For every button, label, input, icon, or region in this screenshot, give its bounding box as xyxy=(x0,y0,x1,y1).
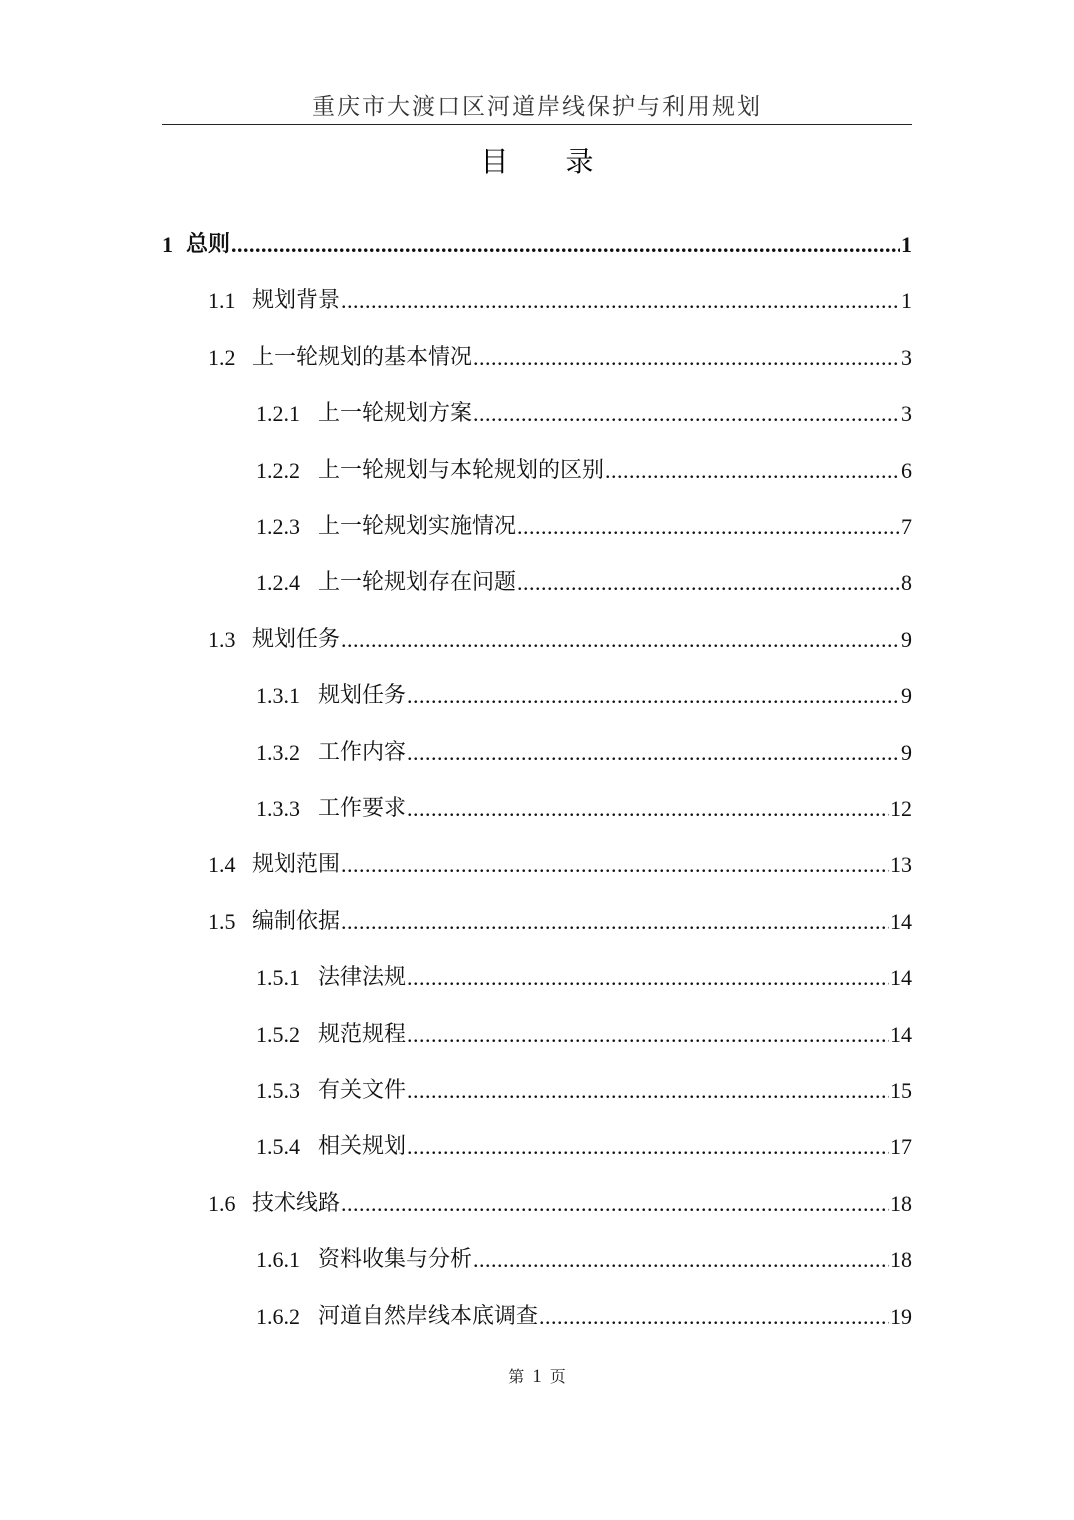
toc-entry[interactable] xyxy=(256,734,912,768)
toc-entry-label: 上一轮规划实施情况 xyxy=(318,514,517,539)
toc-entry-label: 技术线路 xyxy=(252,1191,341,1216)
toc-entry[interactable] xyxy=(208,621,912,655)
toc-title: 目 录 xyxy=(480,145,618,178)
toc-entry-number: 1 xyxy=(162,232,173,257)
toc-dot-leader xyxy=(341,286,900,316)
toc-entry-number: 1.6.2 xyxy=(256,1304,300,1329)
toc-entry-label: 规划任务 xyxy=(252,627,341,652)
toc-entry-number: 1.1 xyxy=(208,288,236,313)
toc-entry[interactable] xyxy=(208,846,912,880)
toc-entry-number: 1.2 xyxy=(208,345,236,370)
toc-dot-leader xyxy=(407,963,889,993)
toc-dot-leader xyxy=(517,568,900,598)
toc-entry[interactable] xyxy=(208,282,912,316)
toc-entry-page: 1 xyxy=(901,232,912,257)
toc-entry[interactable] xyxy=(162,226,912,260)
toc-dot-leader xyxy=(407,1076,889,1106)
toc-entry[interactable] xyxy=(256,1072,912,1106)
toc-entry[interactable] xyxy=(256,1241,912,1275)
toc-dot-leader xyxy=(407,1020,889,1050)
toc-entry-page: 3 xyxy=(901,401,912,426)
toc-entry-page: 18 xyxy=(890,1247,912,1272)
toc-entry-page: 9 xyxy=(901,740,912,765)
toc-entry-page: 19 xyxy=(890,1304,912,1329)
toc-entry-page: 9 xyxy=(901,683,912,708)
toc-entry-page: 17 xyxy=(890,1134,912,1159)
toc-entry-page: 14 xyxy=(890,909,912,934)
toc-dot-leader xyxy=(473,343,900,373)
toc-dot-leader xyxy=(407,681,900,711)
toc-entry-number: 1.5.2 xyxy=(256,1022,300,1047)
toc-dot-leader xyxy=(341,1189,889,1219)
toc-dot-leader xyxy=(407,794,889,824)
toc-entry[interactable] xyxy=(208,339,912,373)
toc-entry[interactable] xyxy=(256,677,912,711)
toc-entry-number: 1.3.1 xyxy=(256,683,300,708)
toc-entry-page: 8 xyxy=(901,570,912,595)
toc-entry-label: 河道自然岸线本底调查 xyxy=(318,1304,539,1329)
toc-entry-label: 相关规划 xyxy=(318,1134,407,1159)
toc-entry-page: 1 xyxy=(901,288,912,313)
toc-dot-leader xyxy=(341,625,900,655)
toc-dot-leader xyxy=(473,399,900,429)
toc-entry-label: 法律法规 xyxy=(318,965,407,990)
toc-entry-number: 1.3 xyxy=(208,627,236,652)
toc-entry-label: 规范规程 xyxy=(318,1022,407,1047)
toc-entry-number: 1.3.3 xyxy=(256,796,300,821)
toc-entry[interactable] xyxy=(256,452,912,486)
toc-entry-page: 9 xyxy=(901,627,912,652)
toc-dot-leader xyxy=(341,850,889,880)
footer-page-number: 1 xyxy=(532,1366,542,1387)
toc-dot-leader xyxy=(231,230,900,260)
toc-entry-page: 7 xyxy=(901,514,912,539)
toc-dot-leader xyxy=(407,738,900,768)
page-footer xyxy=(162,1364,912,1388)
toc-entry-number: 1.5 xyxy=(208,909,236,934)
toc-entry-page: 18 xyxy=(890,1191,912,1216)
toc-entry-label: 规划任务 xyxy=(318,683,407,708)
toc-entry-label: 上一轮规划与本轮规划的区别 xyxy=(318,458,605,483)
toc-entry[interactable] xyxy=(208,903,912,937)
toc-dot-leader xyxy=(407,1132,889,1162)
footer-suffix: 页 xyxy=(549,1367,566,1386)
toc-entry[interactable] xyxy=(256,1016,912,1050)
toc-entry-page: 3 xyxy=(901,345,912,370)
toc-entry-page: 14 xyxy=(890,1022,912,1047)
toc-entry[interactable] xyxy=(256,959,912,993)
toc-entry-label: 上一轮规划方案 xyxy=(318,401,473,426)
toc-dot-leader xyxy=(605,456,900,486)
toc-entry-number: 1.5.4 xyxy=(256,1134,300,1159)
toc-entry-page: 13 xyxy=(890,852,912,877)
toc-entry-label: 编制依据 xyxy=(252,909,341,934)
toc-entry-label: 工作要求 xyxy=(318,796,407,821)
toc-entry-number: 1.5.1 xyxy=(256,965,300,990)
toc-entry-page: 14 xyxy=(890,965,912,990)
toc-entry-number: 1.2.4 xyxy=(256,570,300,595)
toc-entry-number: 1.4 xyxy=(208,852,236,877)
toc-entry[interactable] xyxy=(256,395,912,429)
toc-entry-number: 1.6 xyxy=(208,1191,236,1216)
toc-entry[interactable] xyxy=(256,1128,912,1162)
toc-entry-number: 1.5.3 xyxy=(256,1078,300,1103)
toc-entry-label: 有关文件 xyxy=(318,1078,407,1103)
toc-entry-number: 1.6.1 xyxy=(256,1247,300,1272)
toc-entry[interactable] xyxy=(256,508,912,542)
toc-dot-leader xyxy=(341,907,889,937)
toc-entry-number: 1.2.3 xyxy=(256,514,300,539)
toc-entry-label: 工作内容 xyxy=(318,740,407,765)
toc-entry-label: 规划背景 xyxy=(252,288,341,313)
toc-entry-label: 总则 xyxy=(186,232,231,257)
toc-entry-number: 1.3.2 xyxy=(256,740,300,765)
toc-entry-number: 1.2.1 xyxy=(256,401,300,426)
toc-entry-page: 12 xyxy=(890,796,912,821)
toc-entry-label: 规划范围 xyxy=(252,852,341,877)
toc-dot-leader xyxy=(539,1302,889,1332)
toc-entry[interactable] xyxy=(208,1185,912,1219)
footer-prefix: 第 xyxy=(508,1367,525,1386)
toc-entry[interactable] xyxy=(256,790,912,824)
header-title: 重庆市大渡口区河道岸线保护与利用规划 xyxy=(312,94,762,120)
toc-entry-label: 上一轮规划存在问题 xyxy=(318,570,517,595)
toc-entry[interactable] xyxy=(256,1298,912,1332)
toc-entry-page: 15 xyxy=(890,1078,912,1103)
toc-dot-leader xyxy=(517,512,900,542)
toc-entry-page: 6 xyxy=(901,458,912,483)
toc-dot-leader xyxy=(473,1245,889,1275)
toc-entry[interactable] xyxy=(256,564,912,598)
toc-entry-label: 资料收集与分析 xyxy=(318,1247,473,1272)
toc-entry-label: 上一轮规划的基本情况 xyxy=(252,345,473,370)
toc-entry-number: 1.2.2 xyxy=(256,458,300,483)
